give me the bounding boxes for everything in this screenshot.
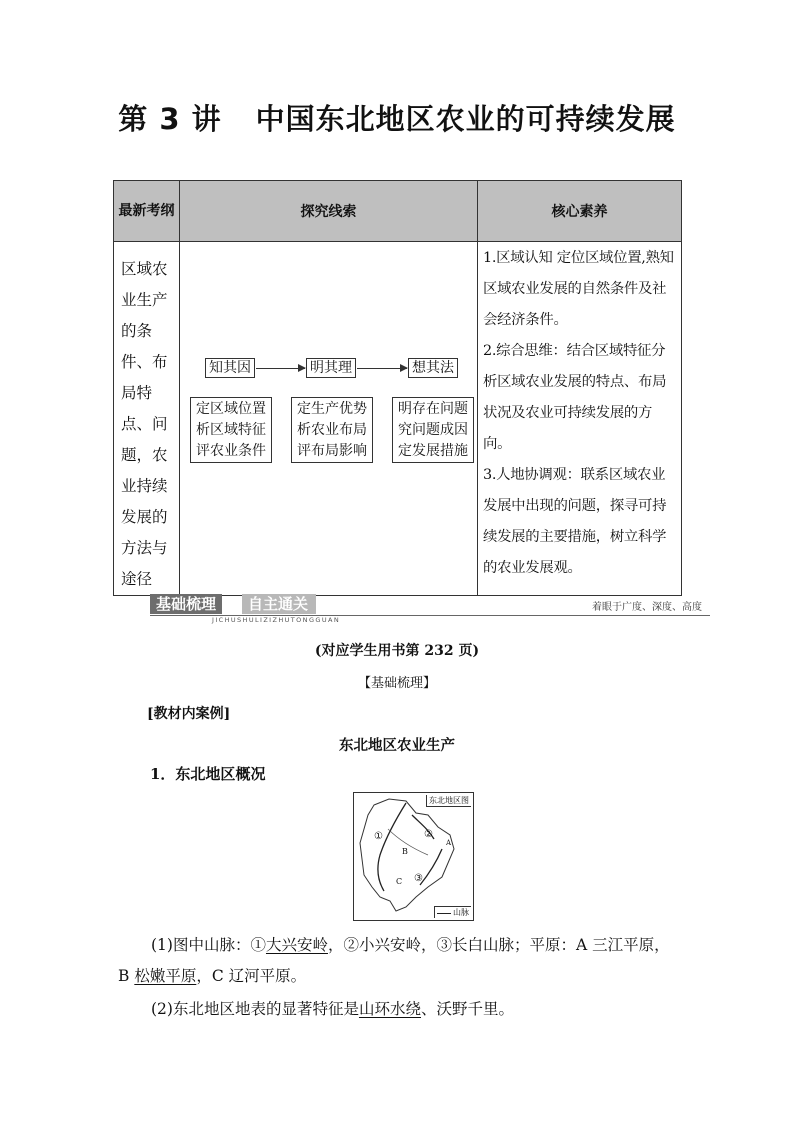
header-syllabus: 最新考纲 <box>114 181 180 242</box>
section-label: 【基础梳理】 <box>357 676 436 691</box>
map-title: 东北地区图 <box>426 795 471 807</box>
flow-detail-3: 明存在问题 究问题成因 定发展措施 <box>392 397 474 463</box>
flow-detail-1: 定区域位置 析区域特征 评农业条件 <box>190 397 272 463</box>
banner-tagline: 着眼于广度、深度、高度 <box>592 602 702 613</box>
map-drawing <box>354 793 473 920</box>
header-literacy: 核心素养 <box>478 181 682 242</box>
literacy-item: 3.人地协调观：联系区域农业发展中出现的问题，探寻可持续发展的主要措施，树立科学的农业发展观。 <box>483 467 667 576</box>
flow-step-2: 明其理 <box>306 358 356 378</box>
banner-pinyin: JICHUSHULIZIZHUTONGGUAN <box>212 616 341 624</box>
point-1-title: 1．东北地区概况 <box>150 765 266 783</box>
syllabus-text: 区域农业生产的条件、布局特点、问题，农业持续发展的方法与途径 <box>121 260 168 588</box>
page-title: 第 3 讲 中国东北地区农业的可持续发展 <box>118 102 676 136</box>
map-mark-1: ① <box>374 831 383 842</box>
literacy-item: 2.综合思维：结合区域特征分析区域农业发展的特点、布局状况及农业可持续发展的方向。 <box>483 343 667 452</box>
paragraph-2: (2)东北地区地表的显著特征是山环水绕、沃野千里。 <box>151 1000 514 1018</box>
northeast-map <box>353 792 474 921</box>
section-banner <box>150 594 710 624</box>
ref-note: (对应学生用书第 232 页) <box>314 643 480 659</box>
clue-flowchart <box>180 242 478 596</box>
core-literacy-list <box>478 242 681 584</box>
flow-detail-2: 定生产优势 析农业布局 评布局影响 <box>291 397 373 463</box>
arrow-icon <box>256 368 305 369</box>
arrow-icon <box>357 368 407 369</box>
banner-label-main: 基础梳理 <box>150 594 222 614</box>
overview-table <box>113 180 682 596</box>
map-mark-3: ③ <box>414 873 423 884</box>
literacy-item: 1.区域认知 定位区域位置,熟知区域农业发展的自然条件及社会经济条件。 <box>483 250 674 328</box>
header-clues: 探究线索 <box>180 181 478 242</box>
paragraph-1: (1)图中山脉：①大兴安岭，②小兴安岭，③长白山脉；平原：A 三江平原， B 松嫩平原，C 辽河平原。 <box>118 936 670 985</box>
map-legend: 山脉 <box>434 906 471 918</box>
flow-step-3: 想其法 <box>408 358 458 378</box>
mountain-line-icon <box>437 913 451 914</box>
map-mark-2: ② <box>424 829 433 840</box>
flow-step-1: 知其因 <box>205 358 255 378</box>
map-mark-b: B <box>402 847 408 856</box>
subheading: 东北地区农业生产 <box>339 737 455 754</box>
case-label: [教材内案例] <box>147 706 231 722</box>
banner-label-sub: 自主通关 <box>242 594 316 614</box>
map-mark-a: A <box>446 839 452 847</box>
map-mark-c: C <box>396 877 403 886</box>
